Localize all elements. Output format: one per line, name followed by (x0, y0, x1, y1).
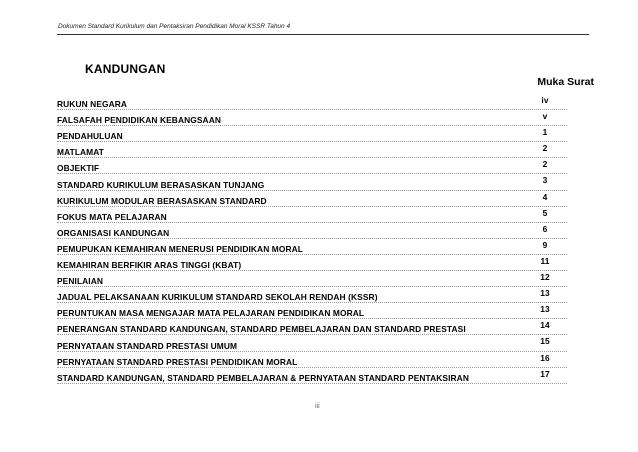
toc-entry-title: PENILAIAN (57, 276, 104, 287)
toc-entry-title: PERUNTUKAN MASA MENGAJAR MATA PELAJARAN PENDIDIKAN MORAL (57, 308, 365, 319)
table-of-contents (57, 94, 567, 384)
toc-entry (57, 174, 567, 190)
toc-entry (57, 142, 567, 158)
toc-entry-page: 6 (542, 223, 548, 234)
toc-entry-title: RUKUN NEGARA (57, 99, 128, 110)
toc-entry (57, 368, 567, 384)
page-column-label: Muka Surat (537, 76, 594, 88)
toc-entry-page: 2 (542, 143, 548, 154)
footer-page-number: iii (315, 403, 320, 410)
toc-entry-title: PEMUPUKAN KEMAHIRAN MENERUSI PENDIDIKAN MORAL (57, 243, 303, 254)
toc-entry (57, 287, 567, 303)
toc-entry-title: PERNYATAAN STANDARD PRESTASI PENDIDIKAN MORAL (57, 356, 298, 367)
toc-entry (57, 335, 567, 351)
toc-entry-title: OBJEKTIF (57, 163, 100, 174)
toc-entry-page: 2 (542, 159, 548, 170)
toc-entry (57, 110, 567, 126)
toc-entry (57, 126, 567, 142)
toc-entry-page: 16 (540, 352, 550, 363)
toc-entry-page: 4 (542, 191, 548, 202)
toc-entry-title: PENDAHULUAN (57, 131, 123, 142)
toc-entry (57, 271, 567, 287)
toc-entry-title: JADUAL PELAKSANAAN KURIKULUM STANDARD SEKOLAH RENDAH (KSSR) (57, 292, 378, 303)
toc-entry (57, 239, 567, 255)
toc-entry-page: 3 (542, 175, 548, 186)
toc-entry-page: 5 (542, 207, 548, 218)
toc-entry (57, 158, 567, 174)
toc-entry-title: MATLAMAT (57, 147, 104, 158)
toc-entry-page: 14 (540, 320, 550, 331)
toc-entry (57, 319, 567, 335)
toc-entry-page: 15 (540, 336, 550, 347)
toc-entry-title: FALSAFAH PENDIDIKAN KEBANGSAAN (57, 115, 221, 126)
toc-entry-title: PERNYATAAN STANDARD PRESTASI UMUM (57, 340, 238, 351)
toc-entry (57, 191, 567, 207)
document-header-title: Dokumen Standard Kurikulum dan Pentaksiran Pendidikan Moral KSSR Tahun 4 (58, 23, 291, 30)
toc-entry-title: FOKUS MATA PELAJARAN (57, 211, 167, 222)
toc-entry-title: STANDARD KANDUNGAN, STANDARD PEMBELAJARAN & PERNYATAAN STANDARD PENTAKSIRAN (57, 372, 469, 383)
toc-entry-title: KURIKULUM MODULAR BERASASKAN STANDARD (57, 195, 267, 206)
toc-entry-page: 9 (542, 239, 548, 250)
toc-row-divider (57, 383, 567, 384)
toc-entry (57, 303, 567, 319)
toc-entry (57, 223, 567, 239)
toc-entry-title: PENERANGAN STANDARD KANDUNGAN, STANDARD PEMBELAJARAN DAN STANDARD PRESTASI (57, 324, 466, 335)
toc-entry-title: STANDARD KURIKULUM BERASASKAN TUNJANG (57, 179, 265, 190)
toc-entry-page: 13 (540, 288, 550, 299)
toc-entry-page: 13 (540, 304, 550, 315)
toc-entry-page: iv (541, 95, 549, 105)
toc-entry-page: 17 (540, 368, 550, 379)
toc-heading: KANDUNGAN (85, 62, 166, 76)
toc-entry-page: v (542, 111, 548, 122)
toc-entry-page: 1 (542, 127, 548, 138)
toc-entry (57, 94, 567, 110)
toc-entry (57, 255, 567, 271)
header-divider (57, 34, 589, 35)
toc-entry-title: ORGANISASI KANDUNGAN (57, 227, 170, 238)
toc-entry-title: KEMAHIRAN BERFIKIR ARAS TINGGI (KBAT) (57, 260, 242, 271)
toc-entry (57, 352, 567, 368)
toc-entry (57, 207, 567, 223)
toc-entry-page: 12 (540, 272, 550, 283)
toc-entry-page: 11 (540, 255, 550, 266)
